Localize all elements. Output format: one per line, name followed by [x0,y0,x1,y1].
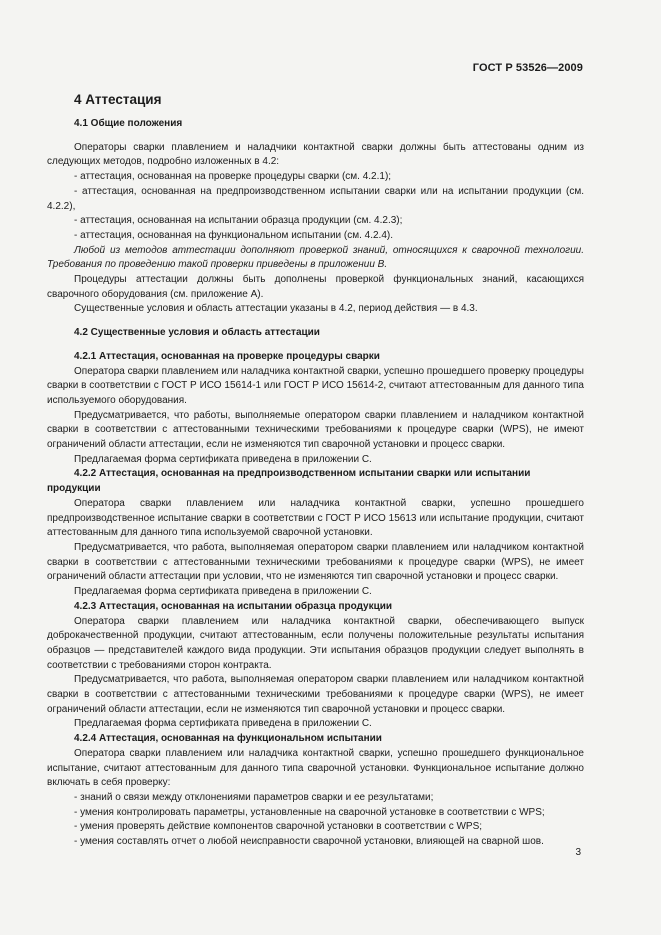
paragraph: Оператора сварки плавлением или наладчика контактной сварки, успешно прошедшего предпроизводственное испытание сварки в соответствии с ГОСТ Р ИСО 15613 или испытание продукции, считают аттестованным для данного типа используемой сварочной установки. [47,497,584,539]
paragraph: Оператора сварки плавлением или наладчика контактной сварки, успешно прошедшего проверку процедуры сварки в соответствии с ГОСТ Р ИСО 15614-1 или ГОСТ Р ИСО 15614-2, считают аттестованным для данного типа используемого оборудования. [47,365,584,406]
paragraph: Процедуры аттестации должны быть дополнены проверкой функциональных знаний, касающихся сварочного оборудования (см. приложение А). [47,274,584,300]
paragraph: Предусматривается, что работа, выполняемая оператором сварки плавлением или наладчиком контактной сварки в соответствии с аттестованными техническими требованиями к процедуре сварки (WPS), не имеет ограничений области аттестации, если не изменяются тип сварочной установки и процесс сварки. [47,674,584,715]
paragraph: Предлагаемая форма сертификата приведена в приложении С. [74,718,372,730]
section-title: 4 Аттестация [74,92,162,107]
clause-title-4-2-2: 4.2.2 Аттестация, основанная на предпроизводственном испытании сварки или испытании продукции [47,468,531,495]
clause-title-4-2-4: 4.2.4 Аттестация, основанная на функциональном испытании [74,733,382,745]
paragraph: Операторы сварки плавлением и наладчики контактной сварки должны быть аттестованы одним из следующих методов, подробно изложенных в 4.2: [47,141,584,168]
page-number: 3 [575,847,581,858]
italic-note: Любой из методов аттестации дополняют проверкой знаний, относящихся к сварочной технологии. Требования по проведению такой проверки приведены в приложении В. [47,244,584,271]
paragraph: Предусматривается, что работа, выполняемая оператором сварки плавлением или наладчиком контактной сварки в соответствии с аттестованными техническими требованиями к процедуре сварки (WPS), не имеет ограничений области аттестации при условии, что не изменяются тип сварочной установки и процесс сварки. [47,541,584,583]
clause-title-4-2-1: 4.2.1 Аттестация, основанная на проверке процедуры сварки [74,350,380,362]
paragraph: Оператора сварки плавлением или наладчика контактной сварки, обеспечивающего выпуск доброкачественной продукции, считают аттестованным, если получены положительные результаты испытания образцов — представителей каждого вида продукции. Эти испытания образцов продукции следует выполнять в соответствии с требованиями сторон контракта. [47,615,584,671]
subsection-title-4-1: 4.1 Общие положения [74,118,183,129]
document-id-header: ГОСТ Р 53526—2009 [472,62,583,74]
list-item: - аттестация, основанная на функциональном испытании (см. 4.2.4). [74,229,393,241]
clause-title-4-2-3: 4.2.3 Аттестация, основанная на испытании образца продукции [74,600,393,612]
list-item: - аттестация, основанная на предпроизводственном испытании сварки или на испытании продукции (см. 4.2.2), [47,185,584,212]
paragraph: Предлагаемая форма сертификата приведена в приложении С. [74,586,372,598]
list-item: - умения проверять действие компонентов сварочной установки в соответствии с WPS; [74,821,483,833]
paragraph: Существенные условия и область аттестации указаны в 4.2, период действия — в 4.3. [74,303,478,315]
paragraph: Предлагаемая форма сертификата приведена в приложении С. [74,453,372,465]
paragraph: Предусматривается, что работы, выполняемые оператором сварки плавлением и наладчиком контактной сварки в соответствии с аттестованными техническими требованиями к процедуре сварки (WPS), не имеют ограничений области аттестации, если не изменяются тип сварочной установки и процесс сварки. [47,409,584,451]
subsection-title-4-2: 4.2 Существенные условия и область аттестации [74,327,320,339]
list-item: - аттестация, основанная на проверке процедуры сварки (см. 4.2.1); [74,171,392,183]
page-body [47,88,584,850]
list-item: - знаний о связи между отклонениями параметров сварки и ее результатами; [74,791,434,803]
list-item: - умения контролировать параметры, установленные на сварочной установке в соответствии с WPS; [74,806,545,818]
list-item: - умения составлять отчет о любой неисправности сварочной установки, влияющей на сварной шов. [74,836,544,848]
list-item: - аттестация, основанная на испытании образца продукции (см. 4.2.3); [74,215,403,227]
paragraph: Оператора сварки плавлением или наладчика контактной сварки, успешно прошедшего функциональное испытание, считают аттестованным для данного типа сварочной установки. Функциональное испытание должно включать в себя проверку: [47,747,584,789]
